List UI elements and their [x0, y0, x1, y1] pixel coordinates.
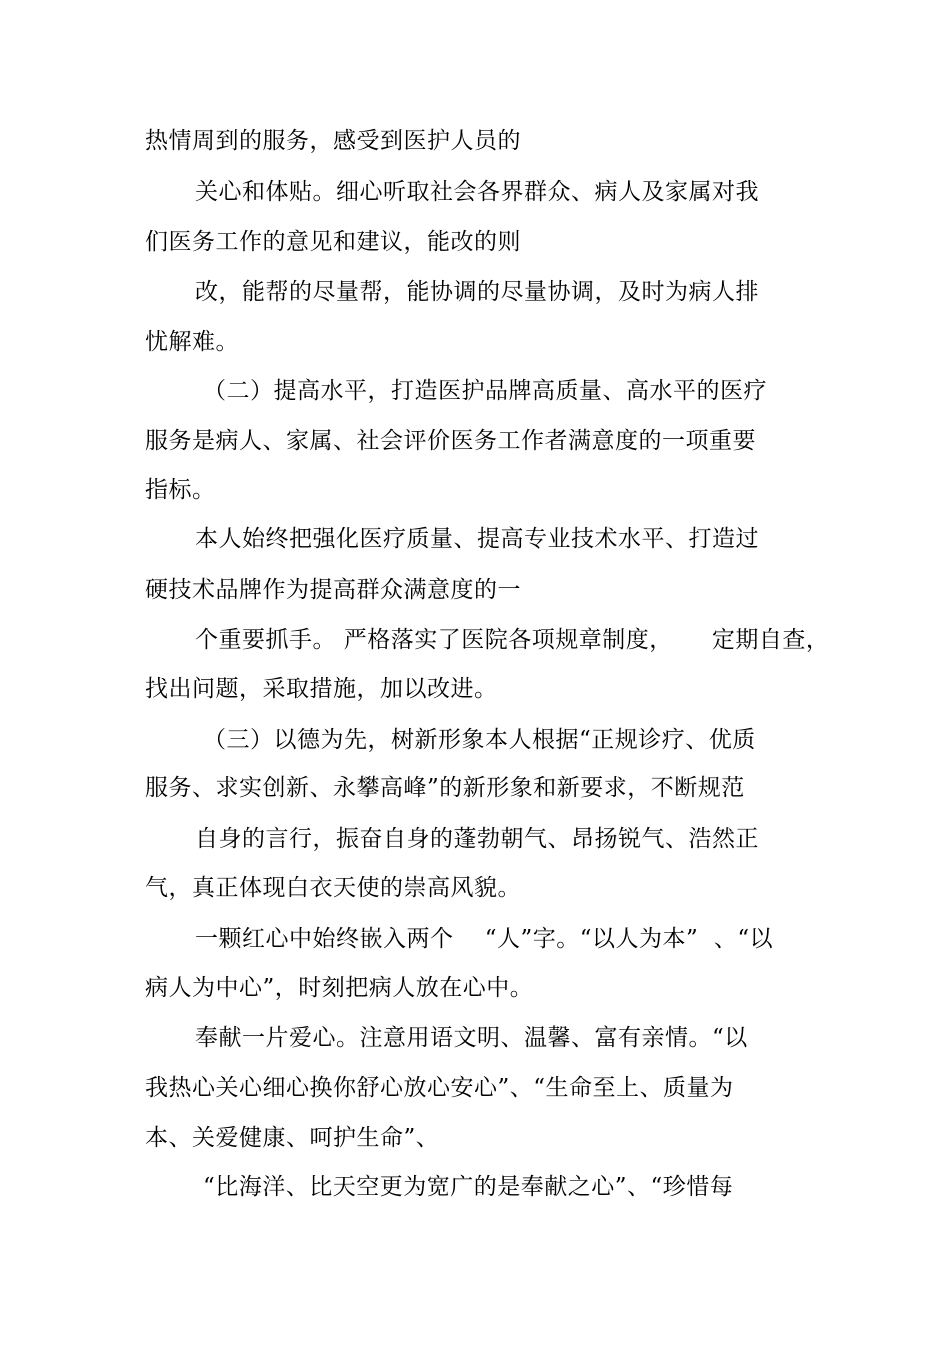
text-line: 我热心关心细心换你舒心放心安心”、“生命至上、质量为 [145, 1075, 734, 1101]
text-line: 服务是病人、家属、社会评价医务工作者满意度的一项重要 [145, 428, 756, 454]
text-line: 本、关爱健康、呵护生命”、 [145, 1125, 440, 1151]
text-line: 病人为中心”，时刻把病人放在心中。 [145, 975, 534, 1001]
text-line: 自身的言行，振奋自身的蓬勃朝气、昂扬锐气、浩然正 [195, 826, 759, 852]
section-heading-line: （三）以德为先，树新形象本人根据“正规诊疗、优质 [203, 727, 756, 753]
text-line: 服务、求实创新、永攀高峰”的新形象和新要求，不断规范 [145, 775, 745, 801]
section-heading-line: （二）提高水平，打造医护品牌高质量、高水平的医疗 [203, 378, 767, 404]
text-line: 硬技术品牌作为提高群众满意度的一 [145, 577, 521, 603]
text-line: 们医务工作的意见和建议，能改的则 [145, 229, 521, 255]
text-line: 关心和体贴。细心听取社会各界群众、病人及家属对我 [195, 179, 759, 205]
text-line: 气，真正体现白衣天使的崇高风貌。 [145, 875, 521, 901]
text-line: 忧解难。 [145, 329, 239, 355]
text-line: “比海洋、比天空更为宽广的是奉献之心”、“珍惜每 [203, 1174, 734, 1200]
text-line: 找出问题，采取措施，加以改进。 [145, 676, 498, 702]
text-line: 热情周到的服务，感受到医护人员的 [145, 128, 521, 154]
text-line: 改，能帮的尽量帮，能协调的尽量协调，及时为病人排 [195, 279, 759, 305]
text-line: 本人始终把强化医疗质量、提高专业技术水平、打造过 [195, 526, 759, 552]
text-line: 个重要抓手。 严格落实了医院各项规章制度， 定期自查， [195, 627, 830, 653]
text-line: 奉献一片爱心。注意用语文明、温馨、富有亲情。“以 [195, 1025, 748, 1051]
text-line: 一颗红心中始终嵌入两个 “人”字。“以人为本” 、“以 [195, 926, 774, 952]
text-line: 指标。 [145, 477, 216, 503]
